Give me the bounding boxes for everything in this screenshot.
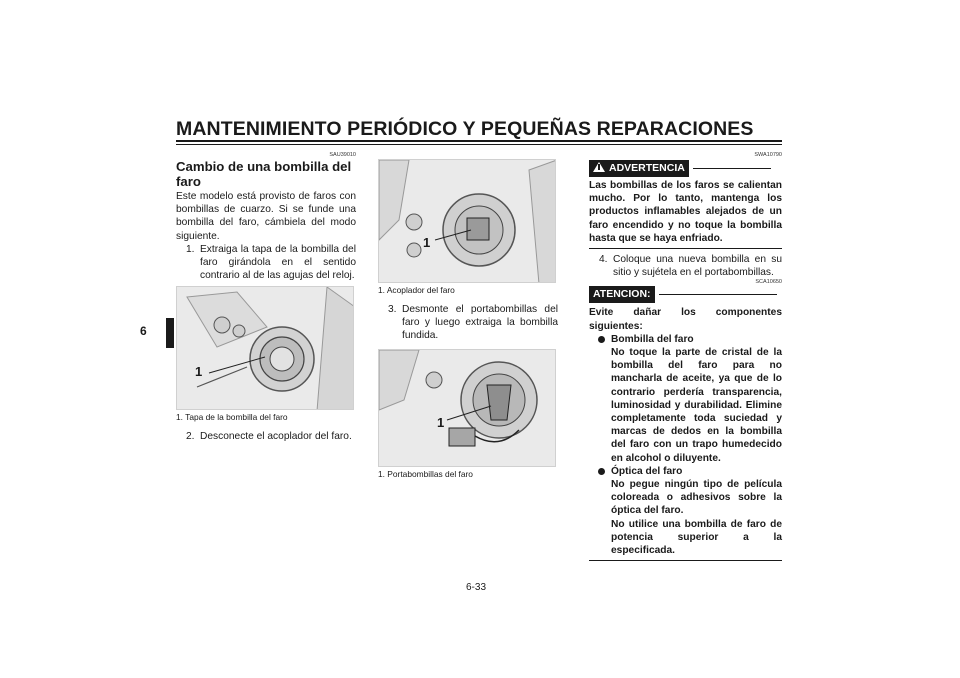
page-header-title: MANTENIMIENTO PERIÓDICO Y PEQUEÑAS REPARACIONES bbox=[176, 118, 754, 140]
column-2 bbox=[378, 152, 558, 487]
step-3 bbox=[388, 303, 558, 343]
bullet-item bbox=[589, 465, 782, 557]
caption-3: 1. Portabombillas del faro bbox=[378, 468, 473, 479]
warning-code: SWA10790 bbox=[754, 152, 782, 158]
bullet-text: No pegue ningún tipo de película coloreada o adhesivos sobre la óptica del faro. bbox=[611, 479, 782, 517]
bullet-dot-icon bbox=[598, 468, 605, 475]
photo-bulb-holder bbox=[378, 349, 556, 467]
bullet-item bbox=[589, 333, 782, 465]
bullet-text-2: No utilice una bombilla de faro de potencia superior a la especificada. bbox=[611, 518, 782, 557]
chapter-tab-marker bbox=[166, 318, 174, 348]
header-rule-thin bbox=[176, 144, 782, 145]
warning-label-box bbox=[589, 160, 689, 177]
warning-text: Las bombillas de los faros se calientan mucho. Por lo tanto, mantenga los productos inflamables alejados de un faro encendido y no toque la bombilla hasta que se haya enfriado. bbox=[589, 180, 782, 244]
warning-heading-row bbox=[589, 160, 782, 177]
bullet-dot-icon bbox=[598, 336, 605, 343]
step-2-text: Desconecte el acoplador del faro. bbox=[200, 431, 352, 443]
section-title: Cambio de una bombilla del faro bbox=[176, 159, 352, 189]
bullet-title: Bombilla del faro bbox=[611, 333, 694, 345]
warning-label: ADVERTENCIA bbox=[609, 162, 685, 174]
caution-intro: Evite dañar los componentes siguientes: bbox=[589, 307, 782, 332]
warning-bottom-rule bbox=[589, 248, 782, 249]
column-3 bbox=[589, 152, 782, 561]
header-rule-thick bbox=[176, 140, 782, 142]
step-4 bbox=[599, 253, 782, 279]
photo1-callout-number: 1 bbox=[195, 364, 203, 380]
step-1-number: 1. bbox=[186, 243, 195, 255]
bullet-title: Óptica del faro bbox=[611, 465, 683, 477]
step-4-number: 4. bbox=[599, 254, 608, 266]
caution-bottom-rule bbox=[589, 560, 782, 561]
step-2 bbox=[186, 430, 356, 443]
step-3-text: Desmonte el portabombillas del faro y luego extraiga la bombilla fundida. bbox=[402, 304, 558, 342]
photo2-callout-number: 1 bbox=[423, 235, 431, 250]
column-1 bbox=[176, 152, 356, 444]
warning-heading-rule bbox=[693, 168, 771, 169]
intro-paragraph: Este modelo está provisto de faros con bombillas de cuarzo. Si se funde una bombilla del faro, cámbiela del modo siguiente. bbox=[176, 191, 356, 242]
step-4-text: Coloque una nueva bombilla en su sitio y sujétela en el portabombillas. bbox=[613, 254, 782, 279]
caution-heading-rule bbox=[659, 294, 777, 295]
step-2-number: 2. bbox=[186, 431, 195, 443]
caution-code: SCA10650 bbox=[755, 279, 782, 286]
chapter-number: 6 bbox=[140, 324, 147, 338]
step-1 bbox=[186, 243, 356, 283]
caution-label: ATENCION: bbox=[589, 286, 655, 303]
photo-coupler bbox=[378, 159, 556, 283]
section-code: SAU39010 bbox=[329, 152, 356, 158]
caution-heading-row bbox=[589, 286, 782, 303]
step-1-text: Extraiga la tapa de la bombilla del faro girándola en el sentido contrario al de las agujas del reloj. bbox=[200, 243, 356, 282]
step-3-number: 3. bbox=[388, 304, 397, 315]
page-number: 6-33 bbox=[466, 582, 487, 593]
caption-2: 1. Acoplador del faro bbox=[378, 285, 455, 295]
caption-1: 1. Tapa de la bombilla del faro bbox=[176, 412, 288, 423]
warning-triangle-icon bbox=[593, 162, 605, 172]
photo-bulb-cover bbox=[176, 286, 354, 410]
bullet-text: No toque la parte de cristal de la bombilla del faro para no mancharla de aceite, ya que de lo contrario perdería transparencia, luminosidad y durabilidad. Elimine completamente toda suciedad y marcas de dedos en la bombilla del faro con un trapo humedecido en alcohol o diluyente. bbox=[611, 347, 782, 464]
photo3-callout-number: 1 bbox=[437, 414, 445, 430]
